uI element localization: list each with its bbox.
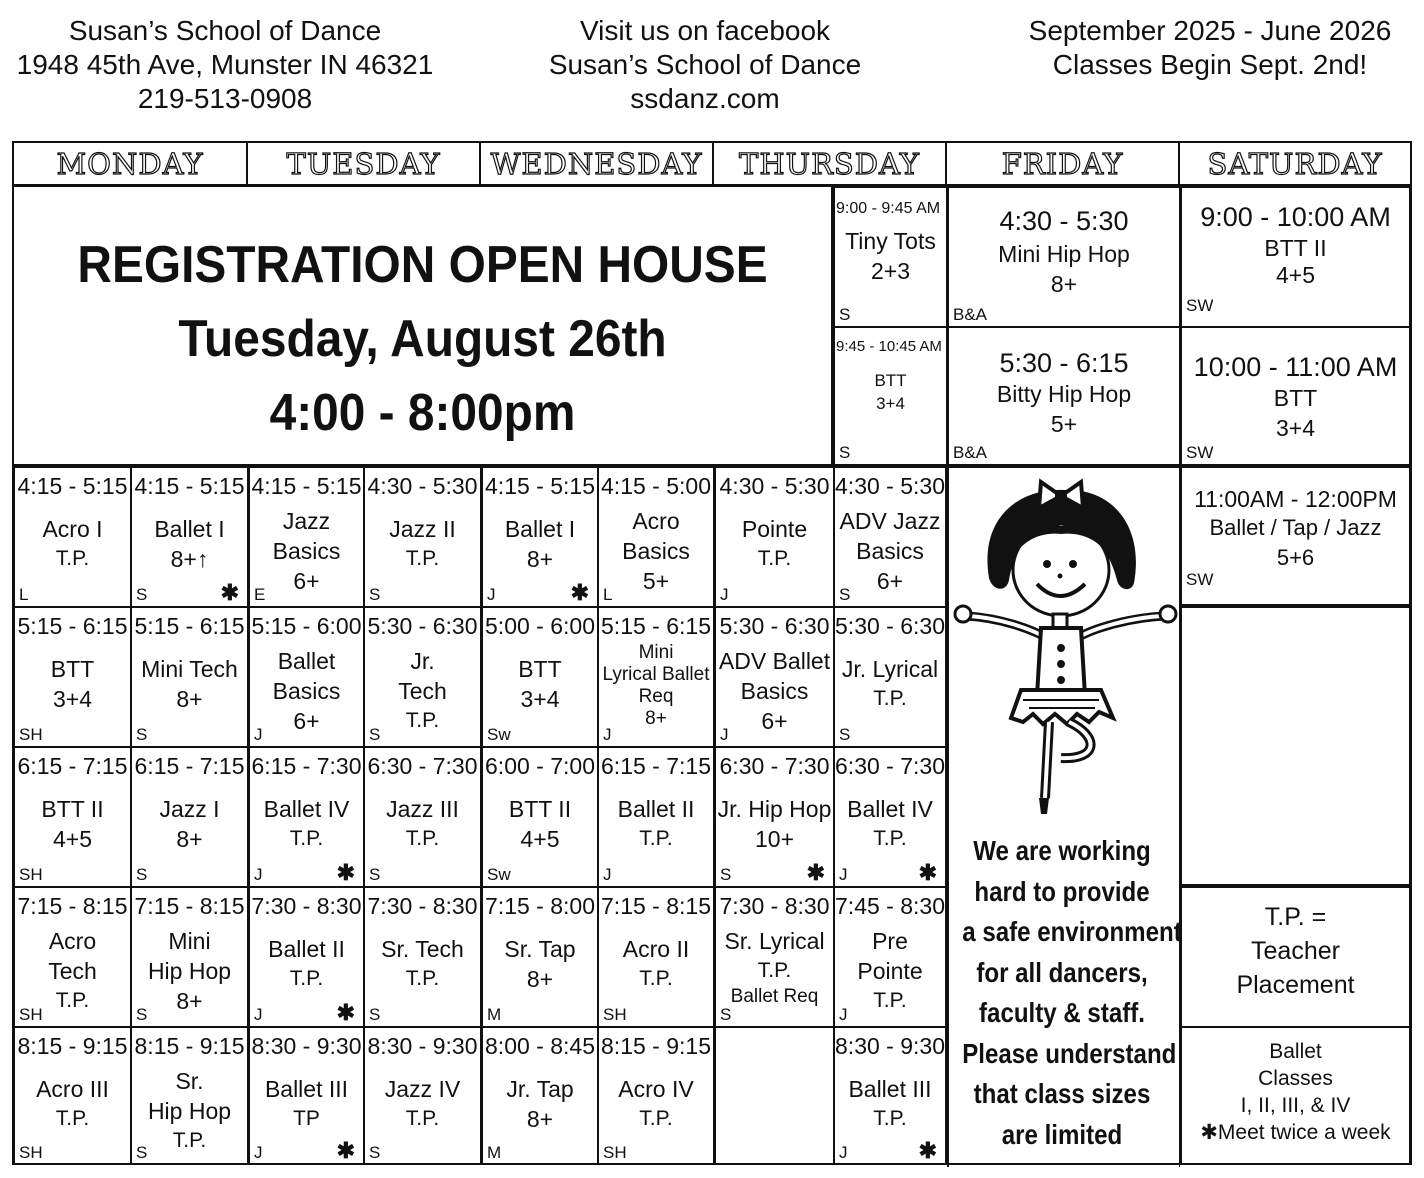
class-time: 7:15 - 8:15 (601, 893, 711, 919)
instructor-code: S (720, 865, 732, 884)
class-detail: T.P. (639, 967, 673, 990)
instructor-code: SH (19, 1143, 43, 1162)
tp-teacher: Teacher (1251, 937, 1340, 965)
class-detail: T.P. (639, 827, 673, 850)
instructor-code: S (839, 305, 851, 324)
instructor-code: J (487, 585, 496, 604)
class-cell (714, 467, 834, 607)
class-detail: T.P. (639, 1107, 673, 1130)
class-detail: Ballet IV (263, 796, 350, 822)
registration-time: 4:00 - 8:00pm (269, 384, 576, 442)
class-detail: Jazz (282, 508, 331, 534)
class-detail: Acro III (36, 1076, 109, 1102)
instructor-code: J (839, 1143, 848, 1162)
class-detail: Hip Hop (147, 958, 232, 984)
class-time: 4:30 - 5:30 (835, 473, 945, 499)
instructor-code: J (254, 725, 263, 744)
class-time: 7:15 - 8:15 (17, 893, 128, 919)
instructor-code: SW (1186, 296, 1214, 315)
instructor-code: J (254, 1005, 263, 1024)
twice-weekly-star-icon: ✱ (918, 1138, 937, 1163)
class-cell (131, 887, 248, 1027)
instructor-code: S (839, 725, 851, 744)
instructor-code: M (487, 1005, 502, 1024)
instructor-code: SW (1186, 570, 1214, 589)
instructor-code: S (720, 1005, 732, 1024)
class-detail: Jr. Hip Hop (717, 796, 832, 822)
day-header-monday: MONDAY (14, 143, 248, 187)
class-cell (248, 607, 364, 747)
instructor-code: S (369, 1143, 381, 1162)
class-cell (248, 467, 364, 607)
dancer-girl-icon (949, 468, 1180, 828)
school-phone: 219-513-0908 (137, 83, 313, 114)
class-time: 4:30 - 5:30 (999, 206, 1129, 236)
class-detail: Sr. (175, 1068, 204, 1094)
class-time: 4:15 - 5:15 (17, 473, 128, 499)
class-detail: 6+ (876, 568, 904, 594)
class-detail: 8+ (176, 988, 203, 1014)
twice-weekly-star-icon: ✱ (336, 1000, 355, 1025)
registration-title: REGISTRATION OPEN HOUSE (77, 236, 768, 294)
class-detail: 4+5 (520, 826, 560, 852)
classes-begin: Classes Begin Sept. 2nd! (1052, 49, 1368, 80)
instructor-code: S (369, 1005, 381, 1024)
facebook-name: Susan’s School of Dance (548, 49, 862, 80)
notice-line: are limited (1001, 1118, 1123, 1150)
class-detail: T.P. (873, 827, 907, 850)
class-detail: T.P. (55, 1107, 90, 1130)
notice-line: hard to provide (974, 875, 1150, 907)
instructor-code: SW (1186, 443, 1214, 462)
class-cell (714, 887, 834, 1027)
class-detail: 8+ (176, 826, 203, 852)
class-detail: 5+ (642, 568, 670, 594)
class-detail: Ballet I (504, 516, 576, 542)
class-detail: Tech (48, 958, 97, 984)
class-detail: Jr. Tap (506, 1076, 574, 1102)
class-cell (481, 747, 598, 887)
class-cell (834, 187, 947, 327)
class-time: 6:30 - 7:30 (835, 753, 945, 779)
class-cell (14, 1027, 131, 1165)
class-time: 4:30 - 5:30 (367, 473, 478, 499)
twice-weekly-star-icon: ✱ (570, 580, 589, 605)
school-name: Susan’s School of Dance (68, 15, 382, 46)
class-cell (481, 887, 598, 1027)
class-detail: Basics (856, 538, 924, 564)
instructor-code: J (720, 585, 729, 604)
class-time: 4:15 - 5:15 (134, 473, 245, 499)
class-time: 7:15 - 8:00 (485, 893, 595, 919)
registration-date: Tuesday, August 26th (178, 310, 667, 368)
instructor-code: J (254, 1143, 263, 1162)
class-cell (248, 887, 364, 1027)
class-time: 5:15 - 6:15 (601, 613, 711, 639)
class-cell (598, 747, 714, 887)
class-name: BTT (1273, 385, 1318, 411)
notice-line: for all dancers, (976, 956, 1148, 988)
class-detail: T.P. (405, 827, 440, 850)
class-detail: 8+ (645, 708, 667, 729)
class-cell (714, 607, 834, 747)
class-cell (131, 1027, 248, 1165)
class-detail: T.P. (405, 547, 440, 570)
class-cell (714, 747, 834, 887)
class-detail: Mini (638, 642, 674, 663)
class-cell (364, 467, 481, 607)
class-time: 8:15 - 9:15 (17, 1033, 128, 1059)
instructor-code: J (839, 1005, 848, 1024)
website[interactable]: ssdanz.com (630, 83, 780, 114)
class-name: Tiny Tots (845, 228, 936, 254)
instructor-code: S (136, 585, 148, 604)
class-time: 5:30 - 6:30 (835, 613, 945, 639)
class-time: 8:00 - 8:45 (485, 1033, 595, 1059)
class-time: 8:30 - 9:30 (835, 1033, 945, 1059)
class-detail: T.P. (289, 827, 324, 850)
season-dates: September 2025 - June 2026 (1028, 15, 1392, 46)
instructor-code: J (254, 865, 263, 884)
class-detail: Acro (632, 508, 680, 534)
class-detail: Acro IV (618, 1076, 694, 1102)
class-detail: Jr. (410, 648, 435, 674)
class-cell (834, 327, 947, 467)
class-age: 3+4 (1275, 415, 1315, 441)
class-cell (598, 887, 714, 1027)
class-detail: T.P. (405, 709, 440, 732)
class-detail: 8+ (526, 966, 554, 992)
instructor-code: J (603, 725, 612, 744)
class-detail: ADV Ballet (718, 648, 831, 674)
twice-weekly-star-icon: ✱ (336, 1138, 355, 1163)
class-detail: T.P. (55, 547, 90, 570)
class-detail: Ballet III (264, 1076, 349, 1102)
class-detail: Lyrical Ballet (602, 664, 710, 685)
class-time: 5:30 - 6:15 (999, 348, 1129, 378)
class-detail: Ballet IV (847, 796, 933, 822)
schedule-grid (12, 141, 1412, 1165)
class-detail: Acro (48, 928, 97, 954)
class-age: 4+5 (1275, 262, 1315, 288)
class-detail: 6+ (293, 568, 320, 594)
class-detail: Jazz II (389, 516, 456, 542)
ballet-note-line: I, II, III, & IV (1240, 1094, 1351, 1117)
class-detail: Basics (272, 538, 341, 564)
class-detail: Sr. Lyrical (724, 928, 825, 954)
class-detail: Basics (740, 678, 809, 704)
instructor-code: E (254, 585, 266, 604)
ballet-note-line: Ballet (1269, 1040, 1322, 1063)
class-age: 3+4 (876, 394, 905, 413)
class-time: 5:15 - 6:15 (134, 613, 245, 639)
instructor-code: S (369, 865, 381, 884)
class-detail: 10+ (754, 826, 794, 852)
class-detail: T.P. (757, 959, 792, 982)
instructor-code: S (839, 585, 851, 604)
instructor-code: Sw (487, 865, 511, 884)
class-cell (248, 1027, 364, 1165)
class-detail: ADV Jazz (839, 508, 941, 534)
class-detail: BTT II (508, 796, 572, 822)
ballet-note-line: Classes (1258, 1067, 1333, 1090)
class-detail: Ballet II (617, 796, 695, 822)
twice-weekly-star-icon: ✱ (806, 860, 825, 885)
twice-weekly-star-icon: ✱ (336, 860, 355, 885)
class-name: Mini Hip Hop (998, 241, 1130, 267)
class-detail: Pointe (741, 516, 808, 542)
class-cell (598, 467, 714, 607)
class-name: Ballet / Tap / Jazz (1209, 515, 1382, 540)
instructor-code: S (136, 865, 148, 884)
class-time: 5:30 - 6:30 (367, 613, 478, 639)
instructor-code: S (136, 1005, 148, 1024)
class-detail: T.P. (405, 967, 440, 990)
class-detail: Acro II (622, 936, 690, 962)
class-time: 4:15 - 5:00 (601, 473, 711, 499)
twice-weekly-star-icon: ✱ (220, 580, 239, 605)
instructor-code: J (603, 865, 612, 884)
instructor-code: S (136, 1143, 148, 1162)
class-cell (947, 187, 1180, 327)
class-time: 4:15 - 5:15 (251, 473, 362, 499)
class-cell (598, 1027, 714, 1165)
tp-abbrev: T.P. = (1264, 903, 1327, 931)
class-time: 8:30 - 9:30 (251, 1033, 362, 1059)
class-cell (364, 747, 481, 887)
class-time: 8:15 - 9:15 (601, 1033, 711, 1059)
class-detail: T.P. (405, 1107, 440, 1130)
instructor-code: Sw (487, 725, 511, 744)
registration-open-house (14, 187, 834, 467)
instructor-code: SH (603, 1005, 627, 1024)
class-detail: Req (638, 686, 674, 707)
class-detail: Hip Hop (147, 1098, 232, 1124)
class-cell (947, 327, 1180, 467)
class-detail: Ballet III (848, 1076, 932, 1102)
class-detail: 4+5 (52, 826, 92, 852)
instructor-code: L (603, 585, 613, 604)
class-time: 8:15 - 9:15 (134, 1033, 245, 1059)
class-age: 2+3 (870, 258, 910, 284)
class-detail: Tech (398, 678, 447, 704)
day-header-tuesday: TUESDAY (248, 143, 481, 187)
class-detail: Pointe (857, 958, 923, 984)
class-time: 9:00 - 10:00 AM (1200, 202, 1391, 232)
class-time: 9:45 - 10:45 AM (836, 338, 942, 355)
day-header-wednesday: WEDNESDAY (481, 143, 714, 187)
class-cell (834, 607, 947, 747)
class-cell (14, 607, 131, 747)
class-detail: 3+4 (520, 686, 560, 712)
instructor-code: B&A (953, 443, 988, 462)
safety-notice (962, 831, 1182, 1155)
class-time: 6:30 - 7:30 (719, 753, 830, 779)
class-detail: Ballet II (268, 936, 345, 962)
empty-cell (714, 1027, 834, 1165)
class-detail: 3+4 (52, 686, 92, 712)
header-left (12, 14, 438, 116)
class-name: Bitty Hip Hop (996, 381, 1132, 407)
class-detail: Pre (872, 928, 908, 954)
class-detail: 8+ (526, 546, 554, 572)
class-time: 7:30 - 8:30 (367, 893, 478, 919)
header-right (1010, 14, 1410, 82)
ballet-note-line: ✱Meet twice a week (1200, 1121, 1391, 1144)
class-age: 8+ (1050, 271, 1078, 297)
instructor-code: L (19, 585, 29, 604)
class-cell (364, 1027, 481, 1165)
class-detail: 6+ (293, 708, 320, 734)
class-detail: Mini Tech (141, 656, 238, 682)
class-detail: BTT II (41, 796, 104, 822)
class-time: 6:15 - 7:15 (134, 753, 245, 779)
class-cell (131, 467, 248, 607)
class-age: 5+6 (1276, 545, 1315, 570)
class-detail: Basics (622, 538, 690, 564)
class-cell (834, 1027, 947, 1165)
class-cell (131, 747, 248, 887)
empty-cell (1180, 607, 1410, 887)
class-detail: TP (293, 1107, 320, 1130)
class-detail: Jazz I (159, 796, 220, 822)
class-detail: T.P. (55, 989, 90, 1012)
class-cell (14, 467, 131, 607)
class-detail: Acro I (42, 516, 103, 542)
class-detail: T.P. (873, 1107, 907, 1130)
class-time: 5:15 - 6:00 (251, 613, 362, 639)
instructor-code: S (839, 443, 851, 462)
class-cell (14, 887, 131, 1027)
class-age: 5+ (1050, 411, 1078, 437)
class-detail: T.P. (289, 967, 324, 990)
class-time: 5:15 - 6:15 (17, 613, 128, 639)
class-detail: Sr. Tech (381, 936, 464, 962)
class-detail: 8+ (526, 1106, 554, 1132)
class-detail: BTT (50, 656, 95, 682)
class-cell (364, 607, 481, 747)
class-detail: T.P. (757, 547, 792, 570)
class-cell (14, 747, 131, 887)
class-time: 8:30 - 9:30 (367, 1033, 478, 1059)
instructor-code: SH (19, 1005, 43, 1024)
class-time: 6:00 - 7:00 (485, 753, 595, 779)
instructor-code: J (720, 725, 729, 744)
class-time: 5:00 - 6:00 (485, 613, 595, 639)
class-time: 4:30 - 5:30 (719, 473, 830, 499)
class-detail: Ballet I (154, 516, 225, 542)
class-time: 7:15 - 8:15 (134, 893, 245, 919)
class-detail: Ballet (277, 648, 336, 674)
class-cell (1180, 187, 1410, 327)
notice-line: a safe environment (962, 916, 1182, 947)
class-cell (364, 887, 481, 1027)
class-time: 6:30 - 7:30 (367, 753, 478, 779)
class-cell (481, 607, 598, 747)
class-cell (598, 607, 714, 747)
class-detail: T.P. (172, 1129, 207, 1152)
class-time: 7:45 - 8:30 (835, 893, 945, 919)
class-time: 6:15 - 7:15 (17, 753, 128, 779)
class-cell (481, 1027, 598, 1165)
class-detail: 8+↑ (170, 546, 209, 572)
instructor-code: J (839, 865, 848, 884)
instructor-code: S (369, 725, 381, 744)
class-detail: Sr. Tap (504, 936, 576, 962)
tp-legend (1180, 887, 1410, 1027)
class-time: 4:15 - 5:15 (485, 473, 595, 499)
class-detail: 8+ (176, 686, 203, 712)
facebook-line: Visit us on facebook (579, 15, 831, 46)
class-cell (131, 607, 248, 747)
class-detail: 6+ (761, 708, 788, 734)
class-detail: T.P. (873, 687, 907, 710)
class-cell (1180, 467, 1410, 607)
day-header-friday: FRIDAY (947, 143, 1180, 187)
day-header-saturday: SATURDAY (1180, 143, 1410, 187)
class-cell (248, 747, 364, 887)
class-time: 7:30 - 8:30 (251, 893, 362, 919)
instructor-code: B&A (953, 305, 988, 324)
notice-line: We are working (973, 835, 1151, 866)
class-time: 6:15 - 7:30 (251, 753, 362, 779)
class-detail: Jazz IV (384, 1076, 461, 1102)
class-detail: Basics (272, 678, 341, 704)
notice-line: faculty & staff. (979, 997, 1145, 1028)
class-cell (1180, 327, 1410, 467)
instructor-code: SH (19, 725, 43, 744)
header-center (500, 14, 910, 116)
ballet-legend (1180, 1027, 1410, 1165)
class-cell (481, 467, 598, 607)
notice-line: that class sizes (973, 1078, 1151, 1109)
school-address: 1948 45th Ave, Munster IN 46321 (16, 49, 434, 80)
class-detail: Ballet Req (730, 986, 819, 1007)
class-cell (834, 467, 947, 607)
class-time: 5:30 - 6:30 (719, 613, 830, 639)
instructor-code: SH (19, 865, 43, 884)
class-name: BTT II (1264, 235, 1327, 261)
instructor-code: SH (603, 1143, 627, 1162)
twice-weekly-star-icon: ✱ (918, 860, 937, 885)
day-header-thursday: THURSDAY (714, 143, 947, 187)
tp-placement: Placement (1236, 971, 1355, 999)
class-cell (834, 887, 947, 1027)
class-detail: Jazz III (386, 796, 459, 822)
class-time: 9:00 - 9:45 AM (836, 200, 941, 217)
class-time: 10:00 - 11:00 AM (1193, 352, 1398, 382)
notice-line: Please understand (962, 1037, 1177, 1069)
instructor-code: M (487, 1143, 502, 1162)
class-detail: BTT (518, 656, 562, 682)
class-cell (834, 747, 947, 887)
instructor-code: S (369, 585, 381, 604)
instructor-code: S (136, 725, 148, 744)
class-detail: T.P. (873, 989, 907, 1012)
class-time: 11:00AM - 12:00PM (1194, 486, 1397, 512)
class-detail: Jr. Lyrical (841, 656, 939, 682)
class-detail: Mini (168, 928, 211, 954)
class-name: BTT (874, 371, 907, 390)
class-time: 7:30 - 8:30 (719, 893, 830, 919)
class-time: 6:15 - 7:15 (601, 753, 711, 779)
